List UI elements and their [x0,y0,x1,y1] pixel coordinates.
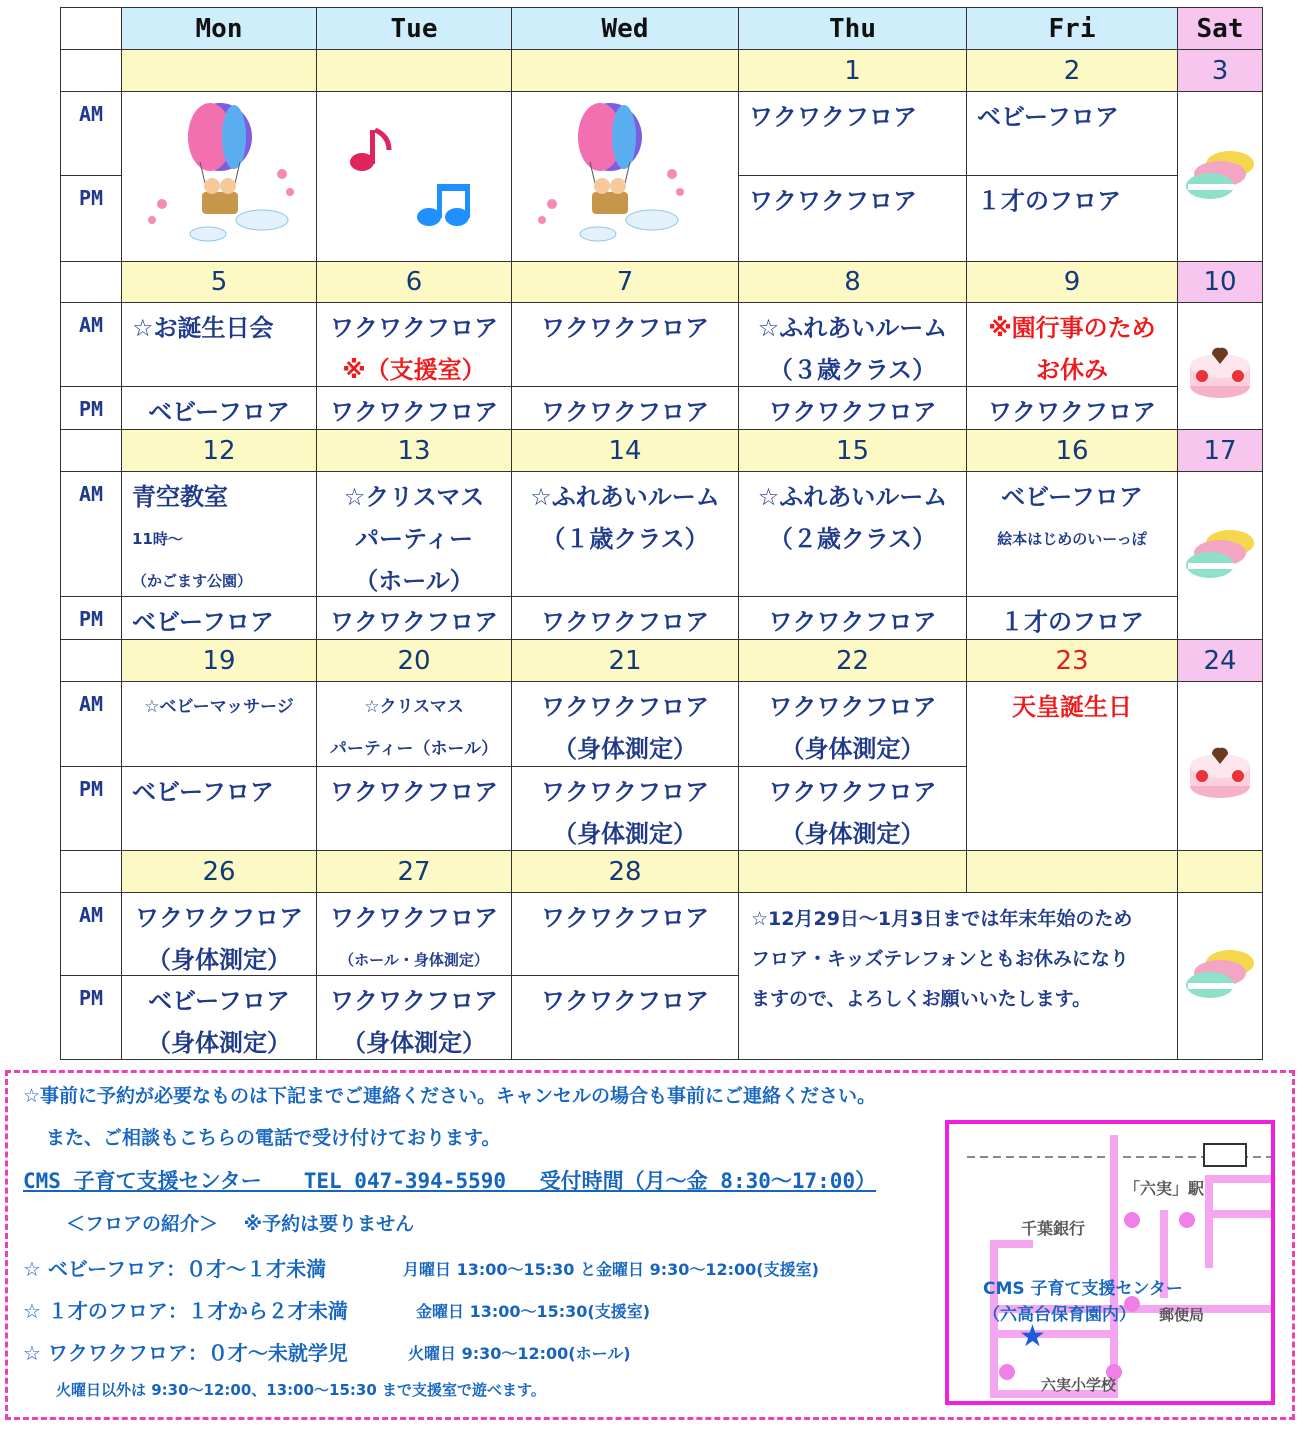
event-text: ☆クリスマス [343,483,485,511]
event-text: ベビーフロア [132,608,274,636]
info-line-consult: また、ご相談もこちらの電話で受け付けております。 [46,1127,501,1149]
baby-floor-main: ☆ ベビーフロア：０才～１才未満 [23,1257,327,1281]
date-cell: 6 [316,261,512,303]
event-text: お休み [1036,356,1108,384]
event-text: ☆クリスマス [364,697,464,717]
event-text: ワクワクフロア [749,187,917,215]
date-cell: 15 [738,429,967,472]
date-cell [1177,850,1263,893]
am-label: AM [60,302,122,387]
date-cell [738,850,967,893]
map-station-label: 「六実」駅 [1124,1179,1205,1198]
event-text: ☆ふれあいルーム [757,314,948,342]
hot-air-balloon-icon [188,103,252,214]
event-cell-thu-pm [738,596,967,640]
date-cell: 21 [511,639,739,682]
saturday-sweets-decoration [1177,471,1263,640]
waku-floor-hours: 火曜日 9:30～12:00(ホール) [408,1344,631,1363]
event-text: ワクワクフロア [768,608,937,636]
event-cell-wed-am [511,892,739,976]
event-cell-thu-am [738,302,967,387]
event-text: ワクワクフロア [330,778,498,806]
date-row-spacer [60,49,122,92]
station-icon [1204,1144,1246,1166]
center-star-icon: ★ [1019,1319,1046,1354]
event-cell-fri-am [966,91,1178,176]
day-header-fri: Fri [966,7,1178,50]
event-cell-wed-pm [511,596,739,640]
date-cell: 9 [966,261,1178,303]
tuesday-note: 火曜日以外は 9:30～12:00、13:00～15:30 まで支援室で遊べます。 [56,1381,546,1399]
event-text: ※（支援室） [342,356,486,384]
pm-label: PM [60,386,122,430]
event-cell-tue-am [316,892,512,976]
event-cell-mon-am [121,302,317,387]
date-cell [121,49,317,92]
am-label: AM [60,681,122,767]
event-cell-thu-am [738,681,967,767]
event-text: （身体測定） [780,820,925,848]
saturday-sweets-decoration [1177,681,1263,851]
date-cell: 14 [511,429,739,472]
event-cell-tue-pm [316,596,512,640]
event-text: （２歳クラス） [768,525,937,553]
event-text: （３歳クラス） [768,356,937,384]
saturday-sweets-decoration [1177,892,1263,1060]
event-cell-thu-pm [738,175,967,262]
map-post-label: 郵便局 [1159,1306,1205,1324]
event-text: （身体測定） [147,946,291,974]
date-cell: 26 [121,850,317,893]
event-cell-thu-pm [738,766,967,851]
notice-line: フロア・キッズテレフォンともお休みになり [751,948,1129,970]
event-cell-thu-am [738,471,967,597]
header-corner [60,7,122,50]
event-cell-wed-pm [511,975,739,1060]
school-marker [999,1364,1015,1380]
event-cell-wed-am [511,681,739,767]
event-text: 11時～ [132,530,183,548]
holiday-notice [738,892,1178,1060]
music-note-icon [350,130,389,171]
macaron-icon [1180,521,1260,591]
am-label: AM [60,892,122,976]
am-label: AM [60,471,122,597]
date-cell: 19 [121,639,317,682]
date-cell [966,850,1178,893]
event-text: ☆ふれあいルーム [757,483,948,511]
day-header-mon: Mon [121,7,317,50]
date-row-spacer [60,639,122,682]
notice-line: ☆12月29日～1月3日までは年末年始のため [751,908,1133,930]
map-drawing [949,1124,1271,1401]
macaron-icon [1180,142,1260,212]
day-header-wed: Wed [511,7,739,50]
date-cell: 17 [1177,429,1263,472]
event-cell-tue-am [316,471,512,597]
event-text: ベビーフロア [148,987,290,1015]
event-cell-thu-pm [738,386,967,430]
event-text: （かごます公園） [132,572,253,590]
event-text: ワクワクフロア [541,398,709,426]
date-cell: 3 [1177,49,1263,92]
event-text: 絵本はじめのいーっぽ [997,530,1147,548]
map-center-label-1: CMS 子育て支援センター [983,1279,1183,1299]
map-bank-label: 千葉銀行 [1021,1219,1086,1238]
date-cell [511,49,739,92]
event-text: ワクワクフロア [541,778,709,806]
day-header-sat: Sat [1177,7,1263,50]
music-notes-decoration [316,91,512,262]
event-text: （身体測定） [553,735,697,763]
event-cell-fri-am [966,471,1178,597]
pm-label: PM [60,766,122,851]
event-cell-thu-am [738,91,967,176]
event-text: ワクワクフロア [330,987,498,1015]
event-text: ☆ベビーマッサージ [144,697,294,717]
event-cell-tue-pm [316,975,512,1060]
date-cell: 28 [511,850,739,893]
event-text: ワクワクフロア [541,904,709,932]
event-text: 青空教室 [132,483,228,511]
date-cell: 5 [121,261,317,303]
balloon-decoration [511,91,739,262]
macaron-icon [1180,941,1260,1011]
event-text: ワクワクフロア [330,314,498,342]
notice-line: ますので、よろしくお願いいたします。 [751,988,1092,1010]
event-cell-wed-am [511,471,739,597]
saturday-sweets-decoration [1177,91,1263,262]
hot-air-balloon-icon [578,103,642,214]
event-cell-fri-pm [966,596,1178,640]
date-cell: 2 [966,49,1178,92]
date-cell [316,49,512,92]
event-cell-mon-am [121,892,317,976]
event-text: ※園行事のため [988,314,1156,342]
event-cell-fri-pm [966,175,1178,262]
date-cell: 1 [738,49,967,92]
event-text: パーティー [354,525,474,553]
event-text: ワクワクフロア [135,904,303,932]
date-cell: 13 [316,429,512,472]
event-cell-mon-pm [121,386,317,430]
pm-label: PM [60,175,122,262]
event-text: ベビーフロア [148,398,290,426]
event-text: （身体測定） [780,735,925,763]
floor-intro: ＜フロアの紹介＞ ※予約は要りません [66,1213,415,1235]
event-cell-mon-am [121,681,317,767]
date-cell: 12 [121,429,317,472]
event-text: ☆ふれあいルーム [530,483,720,511]
date-cell: 8 [738,261,967,303]
date-cell: 24 [1177,639,1263,682]
pm-label: PM [60,596,122,640]
event-text: ワクワクフロア [541,693,709,721]
event-text: 天皇誕生日 [1012,693,1132,721]
date-cell: 22 [738,639,967,682]
event-text: ワクワクフロア [768,778,937,806]
event-text: （ホール） [354,567,474,595]
event-cell-fri-holiday [966,681,1178,851]
event-cell-fri-pm [966,386,1178,430]
pm-label: PM [60,975,122,1060]
event-text: ワクワクフロア [330,398,498,426]
map-school-label: 六実小学校 [1041,1376,1117,1394]
one-floor-hours: 金曜日 13:00～15:30(支援室) [416,1302,651,1321]
date-row-spacer [60,429,122,472]
day-header-thu: Thu [738,7,967,50]
event-cell-mon-pm [121,766,317,851]
event-text: （１歳クラス） [541,525,709,553]
event-text: ワクワクフロア [541,987,709,1015]
event-cell-fri-am [966,302,1178,387]
event-text: ワクワクフロア [330,904,498,932]
event-text: １才のフロア [977,187,1121,215]
date-cell: 27 [316,850,512,893]
info-line-reservation: ☆事前に予約が必要なものは下記までご連絡ください。キャンセルの場合も事前にご連絡ください。 [23,1085,877,1107]
waku-floor-main: ☆ ワクワクフロア：０才～未就学児 [23,1341,348,1365]
event-text: ベビーフロア [977,103,1119,131]
event-cell-tue-pm [316,766,512,851]
event-text: ベビーフロア [132,778,274,806]
event-cell-mon-pm [121,596,317,640]
date-row-spacer [60,261,122,303]
event-text: ワクワクフロア [768,398,937,426]
one-floor-main: ☆ １才のフロア：１才から２才未満 [23,1299,348,1323]
event-text: ワクワクフロア [749,103,917,131]
event-cell-mon-am [121,471,317,597]
event-text: ベビーフロア [1001,483,1143,511]
event-text: ☆お誕生日会 [132,314,274,342]
balloon-decoration [121,91,317,262]
marker [1179,1212,1195,1228]
bank-marker [1124,1212,1140,1228]
strawberry-cake-icon [1180,726,1260,806]
event-text: （身体測定） [342,1029,486,1057]
baby-floor-hours: 月曜日 13:00～15:30 と金曜日 9:30～12:00(支援室) [403,1260,819,1279]
date-cell: 20 [316,639,512,682]
event-text: （身体測定） [147,1029,291,1057]
date-cell: 10 [1177,261,1263,303]
event-text: ワクワクフロア [988,398,1156,426]
date-cell: 7 [511,261,739,303]
event-text: （ホール・身体測定） [339,951,489,969]
event-text: ワクワクフロア [768,693,937,721]
date-cell: 16 [966,429,1178,472]
event-cell-tue-am [316,302,512,387]
event-cell-mon-pm [121,975,317,1060]
event-text: １才のフロア [1000,608,1144,636]
event-cell-tue-am [316,681,512,767]
double-note-icon [417,184,470,226]
date-row-spacer [60,850,122,893]
event-cell-wed-am [511,302,739,387]
day-header-tue: Tue [316,7,512,50]
event-text: ワクワクフロア [541,608,709,636]
event-text: パーティー（ホール） [329,739,499,759]
contact-line[interactable]: CMS 子育て支援センター TEL 047-394-5590 受付時間（月～金 8:30～17:00） [23,1169,877,1193]
event-text: ワクワクフロア [541,314,709,342]
event-text: （身体測定） [553,820,697,848]
saturday-sweets-decoration [1177,302,1263,430]
event-cell-wed-pm [511,766,739,851]
date-cell: 23 [966,639,1178,682]
access-map [945,1120,1275,1405]
strawberry-cake-icon [1180,326,1260,406]
event-cell-wed-pm [511,386,739,430]
map-center-label-2: （六高台保育園内） [983,1305,1136,1325]
event-cell-tue-pm [316,386,512,430]
event-text: ワクワクフロア [330,608,498,636]
am-label: AM [60,91,122,176]
